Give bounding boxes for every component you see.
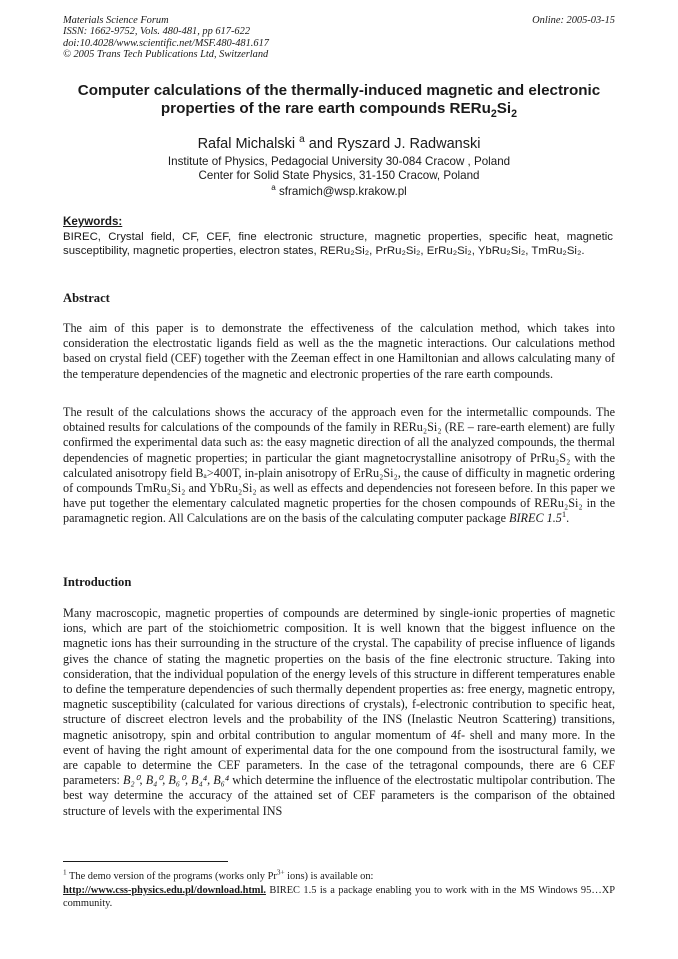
title-line-2: properties of the rare earth compounds $RERu_2Si_2$ <box>160 100 518 121</box>
keywords-label: Keywords: <box>63 215 123 228</box>
cef-param: B₄⁰ <box>145 773 163 788</box>
author-1: Rafal Michalski <box>197 136 296 152</box>
affiliation-1: Institute of Physics, Pedagocial University 30-084 Cracow , Poland <box>167 155 511 168</box>
download-link[interactable]: http://www.css-physics.edu.pl/download.html. <box>63 885 266 896</box>
author-list <box>40 135 638 153</box>
journal-doi: doi:10.4028/www.scientific.net/MSF.480-481.617 <box>63 37 269 49</box>
online-date: Online: 2005-03-15 <box>532 15 615 26</box>
footnote-line-2: http://www.css-physics.edu.pl/download.html. BIREC 1.5 is a package enabling you to work with in the MS Windows 95…XP community. <box>63 885 615 910</box>
journal-copyright: © 2005 Trans Tech Publications Ltd, Switzerland <box>63 48 269 60</box>
author-1-mark: a <box>299 134 305 146</box>
cef-parameters: B₂⁰, B₄⁰, B₆⁰, B₄⁴, B₆⁴ <box>122 773 230 788</box>
software-name: BIREC 1.5 <box>509 511 562 526</box>
paper-title <box>40 82 638 121</box>
journal-issn: ISSN: 1662-9752, Vols. 480-481, pp 617-622 <box>63 26 251 38</box>
affiliation-2: Center for Solid State Physics, 31-150 Cracow, Poland <box>198 169 480 182</box>
journal-name: Materials Science Forum <box>63 15 169 26</box>
footnote-line-1: $^1$ The demo version of the programs (works only $Pr^{3+}$ ions) is available on: <box>63 868 374 882</box>
author-email <box>40 185 638 199</box>
journal-header <box>63 15 615 60</box>
introduction-paragraph: Many macroscopic, magnetic properties of compounds are determined by single-ionic properties of magnetic ions, which are part of the stoichiometric composition. It is well known that the biggest influence on the magnetic ions has their surrounding in the structure of the crystal. The capability of precise influence of ligands gives the chance of stating the magnetic properties on the basis of the fine electronic structure. Taking into consideration, that the individual population of the energy levels of this structure in different temperatures enable to define the temperature dependencies of such thermally dependent properties as: free energy, magnetic entropy, magnetic susceptibility (calculated for various directions of crystals), f-electronic contribution to specific heat, structure of discreet electron levels and the probability of the INS (Inelastic Neutron Scattering) transitions, magnetic anisotropy, spin and orbital contribution to angular momentum of 4f- shell and many more. In the event of having the right amount of experimental data for the one compound from the isostructural family, we are capable to determine the CEF parameters. In the case of the tetragonal compounds, there are 6 CEF parameters: B₂⁰, B₄⁰, B₆⁰, B₄⁴, B₆⁴ which determine the influence of the electrostatic multipolar contribution. The best way determine the accuracy of the attained set of CEF parameters is the comparison of the obtained structure of levels with the experimental INS <box>63 606 616 818</box>
footnote-mark: 1 <box>63 868 67 877</box>
footnote-divider <box>63 861 228 862</box>
abstract-paragraph-1: The aim of this paper is to demonstrate the effectiveness of the calculation method, which takes into consideration the electrostatic ligands field as well as the the magnetic interactions. Our calculations method based on crystal field (CEF) together with the Zeeman effect in one Hamiltonian and allows calculating many of the temperature dependencies of the magnetic and electronic properties of the rare earth compounds. <box>63 321 615 381</box>
email-address[interactable]: sframich@wsp.krakow.pl <box>275 185 407 198</box>
cef-param: B₆⁴ <box>213 773 230 788</box>
introduction-heading: Introduction <box>63 575 132 589</box>
title-line-1: Computer calculations of the thermally-induced magnetic and electronic <box>77 82 601 99</box>
footnote-ref[interactable]: 1 <box>561 509 567 520</box>
author-2: and Ryszard J. Radwanski <box>304 136 481 152</box>
cef-param: B₄⁴ <box>191 773 208 788</box>
keywords-text: BIREC, Crystal field, CF, CEF, fine electronic structure, magnetic properties, specific heat, magnetic susceptibility, magnetic properties, electron states, RERu₂Si₂, PrRu₂Si₂, ErRu₂Si₂, YbRu₂Si₂, TmRu₂Si₂. <box>63 231 613 257</box>
abstract-paragraph-2: The result of the calculations shows the accuracy of the approach even for the intermetallic compounds. The obtained results for calculations of the compounds of the family in RERu₂Si₂ (RE – rare-earth element) are fully confirmed the experimental data such as: the easy magnetic direction of all the analyzed compounds, the thermal dependencies of magnetic properties; in particular the giant magnetocrystalline anisotropy of PrRu₂S₂ with the calculated anisotropy field Bₐ>400T, in-plain anisotropy of ErRu₂Si₂, the cause of difficulty in magnetic ordering of compounds TmRu₂Si₂ and YbRu₂Si₂ as well as effects and dependencies not foreseen before. In this paper we have put together the elementary calculated magnetic properties for the chosen compounds of RERu₂Si₂ in the paramagnetic region. All Calculations are on the basis of the calculating computer package BIREC $1.5^1$. <box>63 405 615 526</box>
cef-param: B₆⁰ <box>168 773 185 788</box>
cef-param: B₂⁰ <box>122 773 140 788</box>
abstract-heading: Abstract <box>63 291 110 305</box>
email-mark: a <box>271 183 276 193</box>
